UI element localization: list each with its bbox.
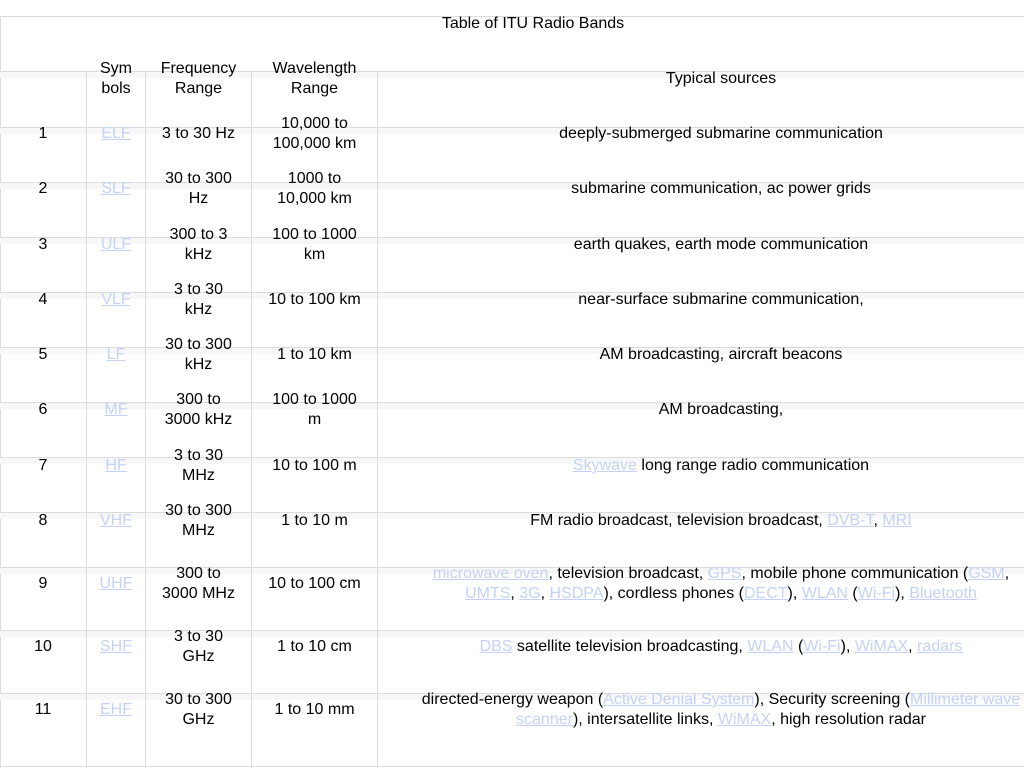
source-line	[530, 511, 911, 531]
wavelength-range: 1000 to 10,000 km	[277, 170, 352, 207]
band-symbol-link[interactable]: EHF	[100, 701, 132, 718]
source-text: ), intersatellite links,	[572, 711, 718, 728]
source-text: , television broadcast,	[548, 565, 708, 582]
source-link[interactable]: Wi-Fi	[803, 638, 841, 655]
source-link[interactable]: DVB-T	[827, 512, 874, 529]
band-symbol-link[interactable]: ELF	[101, 125, 131, 142]
row-number: 5	[38, 346, 48, 363]
source-line	[659, 400, 784, 420]
source-text: ,	[908, 638, 918, 655]
band-symbol-link[interactable]: UHF	[99, 575, 133, 592]
source-line	[574, 235, 868, 255]
source-text: ,	[873, 512, 883, 529]
wavelength-range: 10,000 to 100,000 km	[272, 115, 357, 152]
typical-sources	[378, 444, 1024, 488]
source-text: AM broadcasting, aircraft beacons	[599, 346, 843, 363]
frequency-range: 300 to 3000 kHz	[164, 391, 233, 428]
typical-sources	[378, 333, 1024, 377]
source-text: , mobile phone communication (	[741, 565, 969, 582]
source-link[interactable]: DBS	[479, 638, 513, 655]
source-text: ),	[840, 638, 855, 655]
source-link[interactable]: Millimeter wave	[909, 691, 1021, 708]
source-text: ,	[510, 585, 520, 602]
header-wavelength: Wavelength Range	[272, 60, 357, 97]
typical-sources	[378, 112, 1024, 156]
source-text: submarine communication, ac power grids	[571, 180, 871, 197]
typical-sources	[378, 388, 1024, 432]
frequency-range: 30 to 300 kHz	[165, 336, 232, 373]
source-link[interactable]: 3G	[519, 585, 541, 602]
source-line	[571, 179, 871, 199]
source-text: (	[793, 638, 804, 655]
typical-sources	[378, 562, 1024, 606]
frequency-range: 30 to 300 GHz	[165, 691, 232, 728]
band-symbol-link[interactable]: MF	[104, 401, 128, 418]
source-line	[422, 710, 1020, 730]
frequency-range: 3 to 30 Hz	[162, 125, 235, 142]
source-text: ,	[1004, 565, 1010, 582]
source-text: ), Security screening (	[754, 691, 910, 708]
band-symbol-link[interactable]: VHF	[100, 512, 132, 529]
typical-sources	[378, 223, 1024, 267]
frequency-range: 30 to 300 MHz	[165, 502, 232, 539]
source-link[interactable]: scanner	[516, 711, 573, 728]
wavelength-range: 10 to 100 m	[272, 457, 357, 474]
table-title: Table of ITU Radio Bands	[441, 15, 625, 32]
typical-sources	[378, 167, 1024, 211]
row-number: 4	[38, 291, 48, 308]
source-text: deeply-submerged submarine communication	[559, 125, 883, 142]
header-sources: Typical sources	[665, 70, 777, 87]
source-text: AM broadcasting,	[658, 401, 784, 418]
frequency-range: 3 to 30 MHz	[174, 447, 223, 484]
row-divider	[0, 766, 1024, 767]
typical-sources	[378, 688, 1024, 732]
source-link[interactable]: HSDPA	[549, 585, 604, 602]
frequency-range: 300 to 3000 MHz	[162, 565, 235, 602]
source-line	[422, 690, 1020, 710]
band-symbol-link[interactable]: SLF	[101, 180, 131, 197]
source-text: , high resolution radar	[771, 711, 926, 728]
source-link[interactable]: WLAN	[801, 585, 848, 602]
typical-sources	[378, 499, 1024, 543]
source-text: FM radio broadcast, television broadcast,	[530, 512, 828, 529]
row-number: 2	[38, 180, 48, 197]
frequency-range: 30 to 300 Hz	[165, 170, 232, 207]
header-frequency: Frequency Range	[160, 60, 237, 97]
source-link[interactable]: GSM	[968, 565, 1005, 582]
wavelength-range: 10 to 100 cm	[268, 575, 361, 592]
source-link[interactable]: UMTS	[465, 585, 511, 602]
source-text: ), cordless phones (	[603, 585, 744, 602]
source-text: (	[847, 585, 858, 602]
source-link[interactable]: WLAN	[747, 638, 794, 655]
wavelength-range: 100 to 1000 km	[272, 226, 357, 263]
wavelength-range: 1 to 10 km	[277, 346, 352, 363]
source-text: near-surface submarine communication,	[578, 291, 864, 308]
wavelength-range: 100 to 1000 m	[272, 391, 357, 428]
row-number: 7	[38, 457, 48, 474]
source-text: satellite television broadcasting,	[512, 638, 748, 655]
source-link[interactable]: DECT	[743, 585, 788, 602]
source-link[interactable]: MRI	[882, 512, 912, 529]
source-link[interactable]: Bluetooth	[909, 585, 977, 602]
band-symbol-link[interactable]: HF	[105, 457, 127, 474]
source-link[interactable]: Skywave	[572, 457, 637, 474]
wavelength-range: 1 to 10 m	[281, 512, 348, 529]
wavelength-range: 1 to 10 cm	[277, 638, 352, 655]
source-link[interactable]: WiMAX	[717, 711, 772, 728]
source-line	[559, 124, 883, 144]
source-link[interactable]: Active Denial System	[603, 691, 755, 708]
frequency-range: 3 to 30 kHz	[174, 281, 223, 318]
source-text: ),	[787, 585, 802, 602]
source-link[interactable]: microwave oven	[432, 565, 549, 582]
band-symbol-link[interactable]: VLF	[101, 291, 131, 308]
row-number: 6	[38, 401, 48, 418]
band-symbol-link[interactable]: ULF	[100, 236, 132, 253]
source-text: ,	[540, 585, 550, 602]
source-line	[480, 637, 963, 657]
source-line	[600, 345, 843, 365]
frequency-range: 3 to 30 GHz	[174, 628, 223, 665]
row-number: 11	[34, 701, 52, 718]
header-symbols: Sym bols	[100, 60, 132, 97]
band-symbol-link[interactable]: LF	[106, 346, 126, 363]
typical-sources	[378, 625, 1024, 669]
source-line	[578, 290, 863, 310]
wavelength-range: 1 to 10 mm	[274, 701, 355, 718]
source-link[interactable]: WiMAX	[854, 638, 909, 655]
row-number: 3	[38, 236, 48, 253]
row-number: 1	[38, 125, 48, 142]
source-link[interactable]: Wi-Fi	[857, 585, 896, 602]
row-number: 9	[38, 575, 48, 592]
source-line	[433, 564, 1009, 584]
source-link[interactable]: GPS	[707, 565, 742, 582]
source-text: ),	[895, 585, 910, 602]
source-text: earth quakes, earth mode communication	[573, 236, 869, 253]
source-text: directed-energy weapon (	[421, 691, 604, 708]
row-number: 10	[34, 638, 52, 655]
source-text: long range radio communication	[636, 457, 870, 474]
source-link[interactable]: radars	[917, 638, 963, 655]
frequency-range: 300 to 3 kHz	[169, 226, 228, 263]
source-line	[433, 584, 1009, 604]
band-symbol-link[interactable]: SHF	[100, 638, 132, 655]
row-number: 8	[38, 512, 48, 529]
wavelength-range: 10 to 100 km	[268, 291, 361, 308]
typical-sources	[378, 278, 1024, 322]
source-line	[573, 456, 869, 476]
